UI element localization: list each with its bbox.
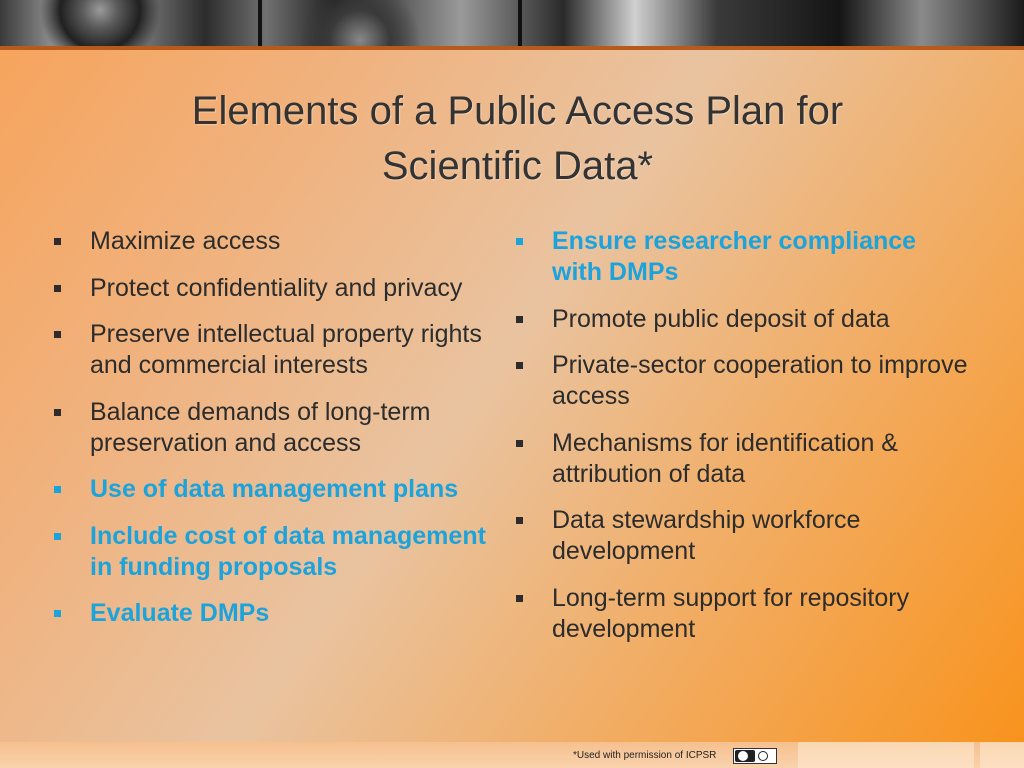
footnote: *Used with permission of ICPSR <box>573 750 717 761</box>
attribution-icon <box>758 751 768 761</box>
bullet-text: Mechanisms for identification & attribution of data <box>552 428 898 488</box>
footer-panel <box>980 742 1024 768</box>
bullet-text: Balance demands of long-term preservation and access <box>90 397 431 457</box>
square-bullet-icon <box>516 440 523 447</box>
square-bullet-icon <box>54 533 61 540</box>
square-bullet-icon <box>54 238 61 245</box>
bullet-text: Use of data management plans <box>90 475 459 503</box>
bullet-item <box>512 304 972 335</box>
bullet-item <box>512 505 972 567</box>
bullet-item <box>50 226 510 257</box>
bullet-text: Protect confidentiality and privacy <box>90 273 463 302</box>
banner-divider <box>258 0 262 46</box>
square-bullet-icon <box>516 595 523 602</box>
bullet-item <box>50 273 510 304</box>
bullet-item <box>50 397 510 459</box>
bullet-item <box>512 428 972 490</box>
square-bullet-icon <box>516 238 523 245</box>
bullet-item <box>512 226 972 288</box>
slide-title-line-2: Scientific Data* <box>381 144 654 188</box>
banner-divider <box>518 0 522 46</box>
square-bullet-icon <box>54 331 61 338</box>
banner-rule <box>0 46 1024 50</box>
bullet-text: Promote public deposit of data <box>552 304 890 333</box>
square-bullet-icon <box>54 409 61 416</box>
left-bullet-list <box>50 226 510 645</box>
square-bullet-icon <box>516 517 523 524</box>
creative-commons-by-icon <box>733 748 777 764</box>
square-bullet-icon <box>516 362 523 369</box>
slide-title-line-1: Elements of a Public Access Plan for <box>191 89 844 133</box>
slide-title <box>60 84 975 194</box>
bullet-text: Data stewardship workforce development <box>552 506 861 565</box>
bullet-item <box>50 521 510 583</box>
bullet-text: Evaluate DMPs <box>90 599 270 627</box>
bullet-text: Ensure researcher compliance with DMPs <box>552 227 917 286</box>
header-photo-banner <box>0 0 1024 46</box>
bullet-text: Include cost of data management in funding proposals <box>90 521 486 581</box>
bullet-text: Long-term support for repository development <box>552 583 910 643</box>
bullet-item <box>512 350 972 412</box>
square-bullet-icon <box>516 316 523 323</box>
bullet-text: Private-sector cooperation to improve access <box>552 351 968 410</box>
bullet-text: Maximize access <box>90 227 281 255</box>
bullet-item <box>50 319 510 381</box>
bullet-item <box>512 583 972 645</box>
square-bullet-icon <box>54 285 61 292</box>
square-bullet-icon <box>54 486 61 493</box>
cc-icon <box>735 750 755 762</box>
right-bullet-list <box>512 226 972 660</box>
bullet-item <box>50 598 510 629</box>
footer-panel <box>798 742 974 768</box>
square-bullet-icon <box>54 610 61 617</box>
bullet-text: Preserve intellectual property rights and commercial interests <box>90 320 482 379</box>
bullet-item <box>50 474 510 505</box>
